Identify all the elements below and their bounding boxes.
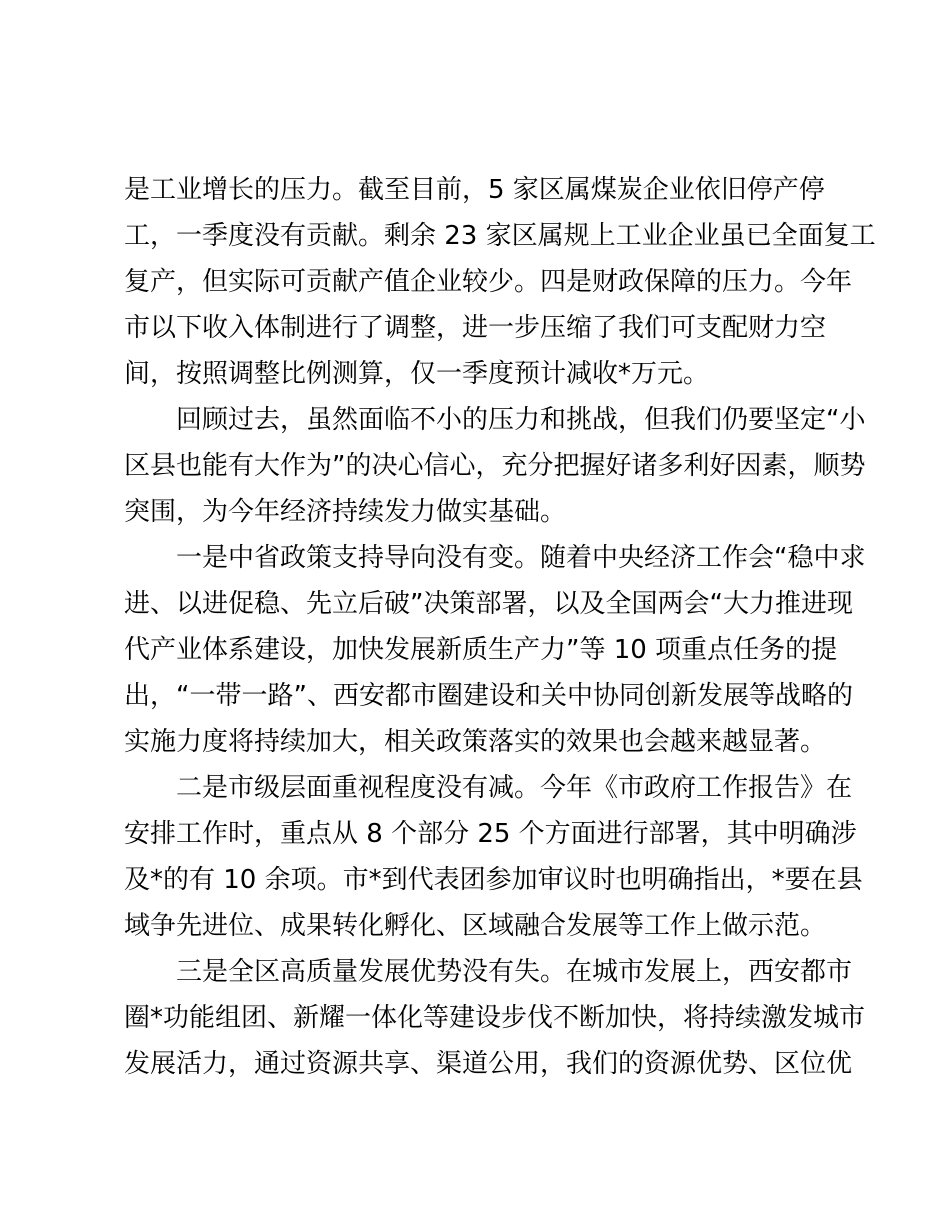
text-line: 市以下收入体制进行了调整，进一步压缩了我们可支配财力空: [124, 313, 827, 343]
text-line: 间，按照调整比例测算，仅一季度预计减收*万元。: [124, 359, 710, 389]
text-line: 复产，但实际可贡献产值企业较少。四是财政保障的压力。今年: [124, 267, 853, 297]
text-line: 区县也能有大作为”的决心信心，充分把握好诸多利好因素，顺势: [124, 451, 866, 481]
paragraph-start-line: 一是中省政策支持导向没有变。随着中央经济工作会“稳中求: [176, 543, 866, 573]
text-line: 发展活力，通过资源共享、渠道公用，我们的资源优势、区位优: [124, 1049, 853, 1079]
text-line: 安排工作时，重点从 8 个部分 25 个方面进行部署，其中明确涉: [124, 819, 857, 849]
text-line: 实施力度将持续加大，相关政策落实的效果也会越来越显著。: [124, 727, 827, 757]
text-line: 进、以进促稳、先立后破”决策部署，以及全国两会“大力推进现: [124, 589, 853, 619]
text-line: 突围，为今年经济持续发力做实基础。: [124, 497, 567, 527]
text-line: 代产业体系建设，加快发展新质生产力”等 10 项重点任务的提: [124, 635, 838, 665]
paragraph-start-line: 三是全区高质量发展优势没有失。在城市发展上，西安都市: [176, 957, 853, 987]
text-line: 工，一季度没有贡献。剩余 23 家区属规上工业企业虽已全面复工: [124, 221, 876, 251]
text-line: 是工业增长的压力。截至目前，5 家区属煤炭企业依旧停产停: [124, 175, 825, 205]
text-line: 圈*功能组团、新耀一体化等建设步伐不断加快，将持续激发城市: [124, 1003, 866, 1033]
body-text: [124, 167, 876, 1087]
text-line: 出，“一带一路”、西安都市圈建设和关中协同创新发展等战略的: [124, 681, 853, 711]
paragraph-start-line: 二是市级层面重视程度没有减。今年《市政府工作报告》在: [176, 773, 853, 803]
paragraph-start-line: 回顾过去，虽然面临不小的压力和挑战，但我们仍要坚定“小: [176, 405, 866, 435]
text-line: 及*的有 10 余项。市*到代表团参加审议时也明确指出，*要在县: [124, 865, 863, 895]
text-line: 域争先进位、成果转化孵化、区域融合发展等工作上做示范。: [124, 911, 827, 941]
